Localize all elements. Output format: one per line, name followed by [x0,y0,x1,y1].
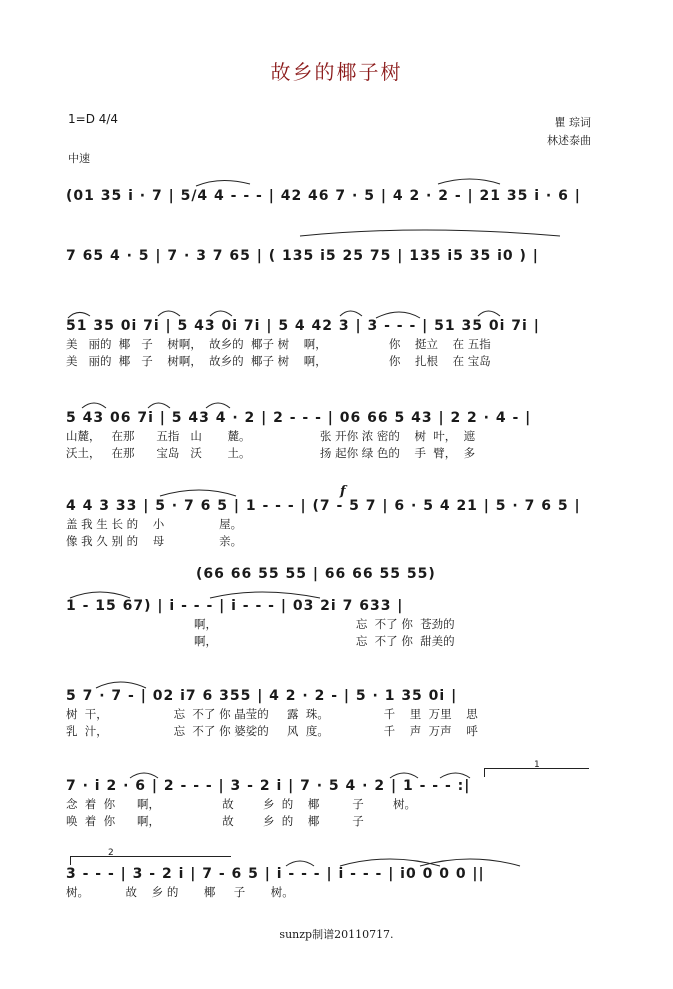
notation-line: 5 7 · 7 - | 02 i7 6 355 | 4 2 · 2 - | 5 · 1 35 0i | [66,688,458,704]
lyric-verse-2: 啊， 忘 不了 你 甜美的 [66,634,455,648]
forte-dynamic: f [340,484,346,499]
notation-line: 3 - - - | 3 - 2 i | 7 - 6 5 | i - - - | i - - - | i0 0 0 0 || [66,866,485,882]
notation-line: 1 - 15 67) | i - - - | i - - - | 03 2i 7 633 | [66,598,404,614]
lyric-verse-2: 美 丽的 椰 子 树啊， 故乡的 椰子 树 啊， 你 扎根 在 宝岛 [66,354,491,368]
lyric-verse-1: 念 着 你 啊， 故 乡 的 椰 子 树。 [66,797,417,811]
notation-line: (01 35 i · 7 | 5/4 4 - - - | 42 46 7 · 5 | 4 2 · 2 - | 21 35 i · 6 | [66,188,581,204]
notation-line: 4 4 3 33 | 5 · 7 6 5 | 1 - - - | (7 - 5 7 | 6 · 5 4 21 | 5 · 7 6 5 | [66,498,581,514]
song-title: 故乡的椰子树 [270,60,403,84]
system-8 [66,776,598,830]
key-signature: 1=D 4/4 [68,112,119,126]
lyric-verse-1: 盖 我 生 长 的 小 屋。 [66,517,243,531]
system-3 [66,316,598,370]
second-ending-number: 2 [108,848,114,858]
first-ending-number: 1 [534,760,540,770]
lyric-verse-2: 唤 着 你 啊， 故 乡 的 椰 子 [66,814,364,828]
lyric-verse-2: 沃土， 在那 宝岛 沃 土。 扬 起你 绿 色的 手 臂， 多 [66,446,476,460]
slur [300,230,560,236]
lyric-verse-1: 啊， 忘 不了 你 苍劲的 [66,617,455,631]
system-6 [66,596,598,650]
lyric-verse-2: 乳 汁， 忘 不了 你 婆娑的 风 度。 千 声 万声 呼 [66,724,478,738]
lyric-verse-1: 山麓， 在那 五指 山 麓。 张 开你 浓 密的 树 叶， 遮 [66,429,476,443]
system-7 [66,686,598,740]
lyricist-credit: 瞿 琮词 [554,116,591,129]
system-2 [66,246,598,266]
slur [438,179,500,184]
notation-line: 5 43 06 7i | 5 43 4 · 2 | 2 - - - | 06 66 5 43 | 2 2 · 4 - | [66,410,532,426]
system-1 [66,186,598,206]
composer-credit: 林述泰曲 [547,134,591,147]
transcriber-footer: sunzp制谱20110717. [279,928,394,941]
system-5 [66,496,598,550]
tempo-marking: 中速 [68,152,90,165]
system-4 [66,408,598,462]
notation-line: 7 65 4 · 5 | 7 · 3 7 65 | ( 135 i5 25 75 | 135 i5 35 i0 ) | [66,248,539,264]
lyric-verse-1: 树。 故 乡 的 椰 子 树。 [66,885,294,899]
lyric-verse-1: 美 丽的 椰 子 树啊， 故乡的 椰子 树 啊， 你 挺立 在 五指 [66,337,491,351]
lyric-verse-2: 像 我 久 别 的 母 亲。 [66,534,243,548]
notation-line: 7 · i 2 · 6 | 2 - - - | 3 - 2 i | 7 · 5 4 · 2 | 1 - - - :| [66,778,471,794]
upper-voice-line: (66 66 55 55 | 66 66 55 55) [196,566,436,582]
system-9 [66,864,598,901]
lyric-verse-1: 树 干， 忘 不了 你 晶莹的 露 珠。 千 里 万里 思 [66,707,478,721]
notation-line: 51 35 0i 7i | 5 43 0i 7i | 5 4 42 3 | 3 - - - | 51 35 0i 7i | [66,318,540,334]
